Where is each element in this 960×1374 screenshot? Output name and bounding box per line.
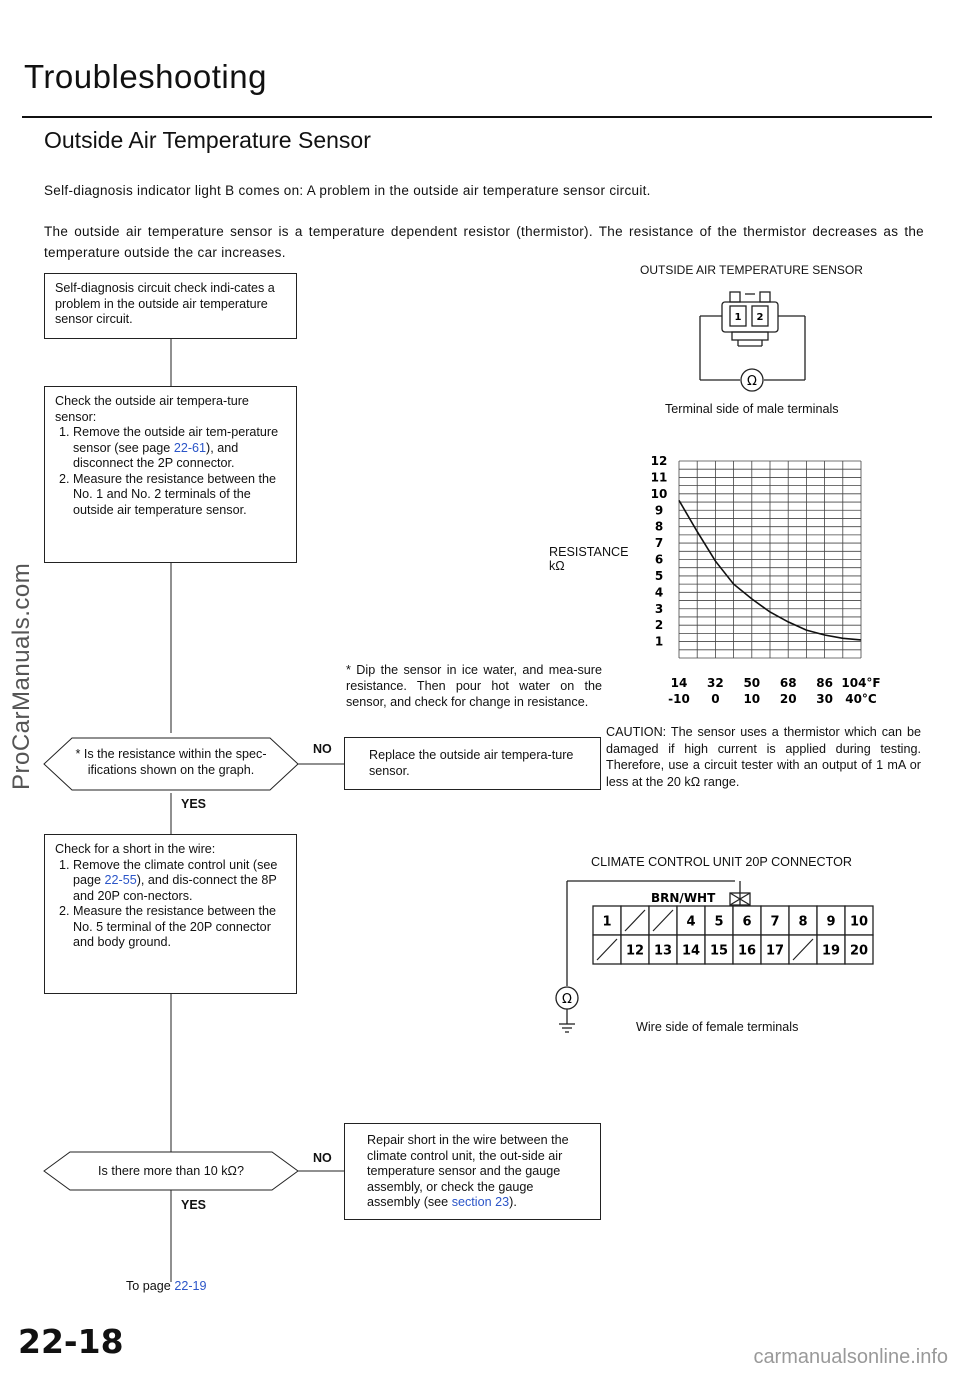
no-label-1: NO [313,742,332,756]
connector-terminal-number: 20 [849,943,869,959]
chart-x-tick-label-f: 68 [779,676,797,690]
intro-symptom: Self-diagnosis indicator light B comes on: A problem in the outside air temperature sensor circuit. [44,183,651,198]
to-next-page: To page 22-19 [126,1279,207,1293]
sensor-caption: Terminal side of male terminals [665,402,839,416]
chart-x-tick-label-f: 86 [816,676,833,690]
chart-y-tick-label: 8 [654,519,664,534]
sensor-ohmmeter-icon: Ω [747,374,757,389]
chart-x-tick-label-f: 104°F [841,676,881,690]
page-link-22-61[interactable]: 22-61 [173,440,207,455]
page-link-22-19[interactable]: 22-19 [174,1279,207,1293]
connector-terminal-number: 14 [681,943,701,959]
chart-y-tick-label: 4 [654,585,664,600]
no-label-2: NO [313,1151,332,1165]
check-short-step-2: 2. Measure the resistance between the No. 5 terminal of the 20P connector and body ground. [73,904,286,951]
chart-y-tick-label: 7 [654,536,664,551]
chart-y-tick-label: 12 [650,454,668,468]
connector-terminal-number: 4 [686,914,696,930]
wire-color-label: BRN/WHT [651,891,716,905]
chart-y-tick-label: 2 [654,618,664,633]
chart-y-tick-label: 11 [650,470,668,485]
chart-y-tick-label: 9 [654,503,664,518]
section-title: Outside Air Temperature Sensor [44,127,371,153]
sensor-pin-1: 1 [734,312,742,323]
page-link-22-55[interactable]: 22-55 [104,873,137,887]
side-watermark: ProCarManuals.com [8,562,35,790]
check-short-step-1: 1. Remove the climate control unit (see page 22-55), and dis-connect the 8P and 20P con-nectors. [73,858,286,905]
connector-terminal-number: 7 [770,914,780,930]
caution-note: CAUTION: The sensor uses a thermistor which can be damaged if high current is applied during testing. Therefore, use a circuit tester with an output of 1 mA or less at the 20 kΩ range. [606,725,921,789]
connector-terminal-number: 1 [602,914,612,930]
sensor-pin-2: 2 [756,312,764,323]
connector-ohmmeter-icon: Ω [562,992,572,1007]
sensor-label: OUTSIDE AIR TEMPERATURE SENSOR [640,263,863,277]
connector-terminal-number: 19 [821,943,841,959]
flow-box-replace-sensor: Replace the outside air tempera-ture sensor. [344,737,601,790]
chart-ylabel-line2: kΩ [549,559,565,573]
chart-x-tick-label-f: 32 [707,676,724,690]
connector-terminal-number: 6 [742,914,752,930]
chart-ylabel-line1: RESISTANCE [549,545,629,559]
chart-y-tick-label: 6 [654,552,664,567]
chart-x-tick-label-c: 20 [779,692,797,706]
chart-y-tick-label: 3 [654,601,664,616]
connector-label: CLIMATE CONTROL UNIT 20P CONNECTOR [591,855,853,869]
connector-terminal-number: 15 [709,943,729,959]
connector-terminal-number: 17 [765,943,785,959]
connector-terminal-number: 9 [826,914,836,930]
chart-x-tick-label-c: -10 [668,692,690,706]
decision-resistance-spec: * Is the resistance within the spec-ifications shown on the graph. [75,747,267,777]
page-title: Troubleshooting [24,58,267,95]
yes-label-1: YES [181,797,207,811]
flow-box-start-text: Self-diagnosis circuit check indi-cates a problem in the outside air temperature sensor circuit. [55,281,275,326]
flow-box-repair-short: Repair short in the wire between the climate control unit, the out-side air temperature sensor and the gauge assembly, or check the gauge assembly (see section 23). [344,1123,601,1220]
check-sensor-intro: Check the outside air tempera-ture sensor: [55,394,249,424]
intro-description: The outside air temperature sensor is a temperature dependent resistor (thermistor). The resistance of the thermistor decreases as the temperature outside the car increases. [44,224,924,260]
connector-caption: Wire side of female terminals [636,1020,799,1034]
connector-terminal-number: 13 [653,943,673,959]
decision-more-than-10k: Is there more than 10 kΩ? [98,1164,244,1178]
chart-x-tick-label-c: 0 [711,692,720,706]
connector-terminal-number: 12 [625,943,645,959]
chart-y-tick-label: 5 [654,568,664,583]
connector-terminals [593,906,873,964]
chart-y-tick-label: 1 [654,634,664,649]
chart-y-tick-label: 10 [650,486,668,501]
connector-terminal-number: 16 [737,943,757,959]
dip-note: * Dip the sensor in ice water, and mea-sure resistance. Then pour hot water on the sensor, and check for change in resistance. [346,663,602,709]
check-sensor-step-2: 2. Measure the resistance between the No. 1 and No. 2 terminals of the outside air temperature sensor. [73,472,286,519]
check-short-intro: Check for a short in the wire: [55,842,216,856]
section-link-23[interactable]: section 23 [451,1195,510,1209]
chart-x-tick-label-f: 50 [743,676,761,690]
chart-x-tick-label-c: 30 [816,692,833,706]
chart-x-tick-label-c: 10 [743,692,761,706]
yes-label-2: YES [181,1198,207,1212]
check-sensor-step-1: 1. Remove the outside air tem-perature sensor (see page 22-61), and disconnect the 2P connector. [73,425,286,472]
chart-x-tick-label-c: 40°C [845,692,877,706]
connector-terminal-number: 10 [849,914,869,930]
connector-terminal-number: 8 [798,914,808,930]
connector-terminal-number: 5 [714,914,724,930]
page-number: 22-18 [18,1322,124,1361]
chart-x-tick-label-f: 14 [670,676,688,690]
footer-watermark: carmanualsonline.info [753,1346,948,1368]
